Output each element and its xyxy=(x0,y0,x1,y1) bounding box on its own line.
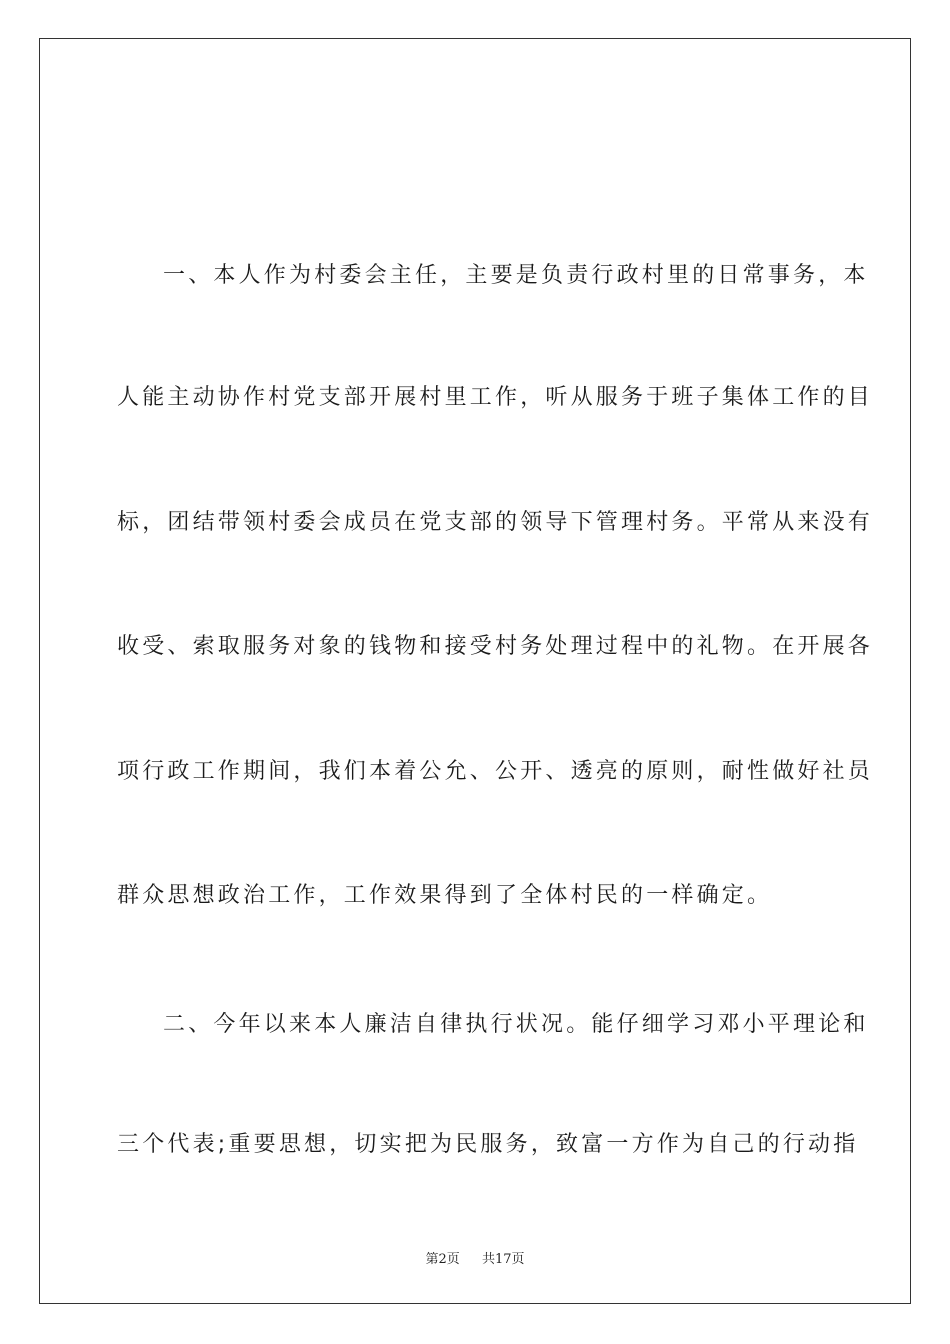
paragraph-1-line-6: 群众思想政治工作，工作效果得到了全体村民的一样确定。 xyxy=(117,883,773,908)
paragraph-1-line-5: 项行政工作期间，我们本着公允、公开、透亮的原则，耐性做好社员 xyxy=(117,759,874,784)
paragraph-1-line-4: 收受、索取服务对象的钱物和接受村务处理过程中的礼物。在开展各 xyxy=(117,634,874,659)
paragraph-1-line-2: 人能主动协作村党支部开展村里工作，听从服务于班子集体工作的目 xyxy=(117,385,874,410)
page-number: 第2页 xyxy=(425,1252,460,1267)
paragraph-1-line-3: 标，团结带领村委会成员在党支部的领导下管理村务。平常从来没有 xyxy=(117,510,874,535)
paragraph-2-line-1: 二、今年以来本人廉洁自律执行状况。能仔细学习邓小平理论和 xyxy=(163,1012,869,1037)
paragraph-2-line-2: 三个代表;重要思想，切实把为民服务，致富一方作为自己的行动指 xyxy=(117,1132,859,1157)
page-total: 共17页 xyxy=(481,1252,525,1267)
paragraph-1-line-1: 一、本人作为村委会主任，主要是负责行政村里的日常事务，本 xyxy=(163,263,869,288)
page-border xyxy=(39,38,911,1304)
page-footer xyxy=(0,1248,950,1267)
